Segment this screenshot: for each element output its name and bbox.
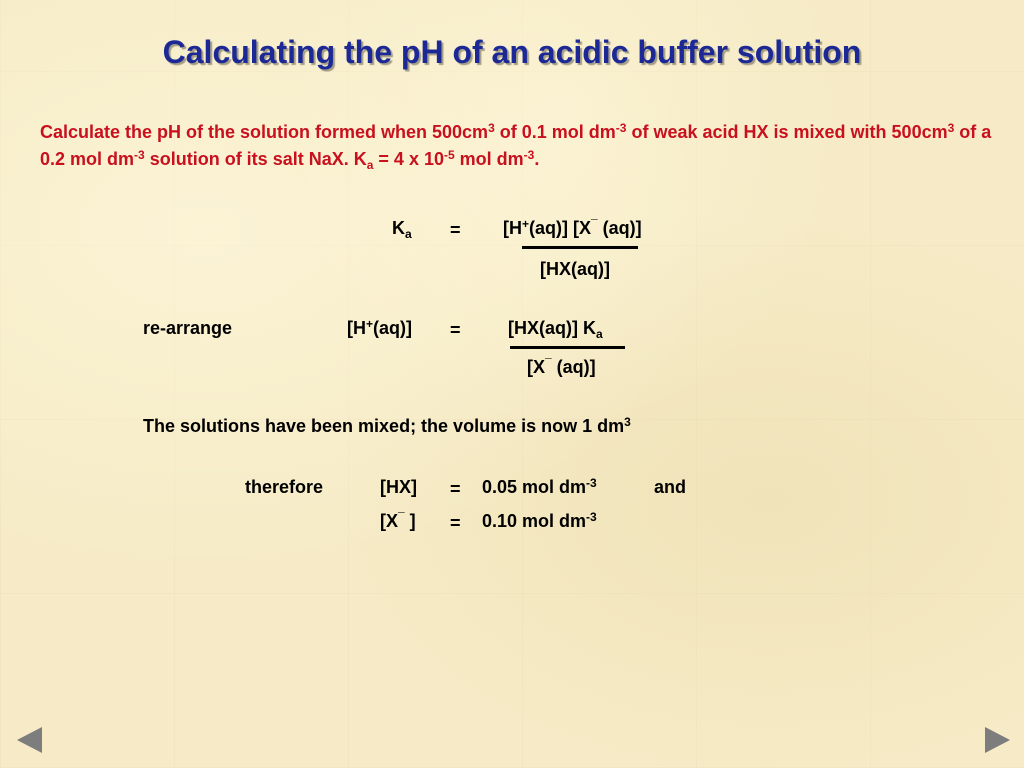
- equals-sign-2: =: [450, 320, 461, 340]
- h-plus-lhs: [H+(aq)]: [347, 317, 413, 338]
- therefore-label: therefore: [245, 477, 324, 497]
- rearrange-label: re-arrange: [143, 318, 233, 338]
- problem-statement: Calculate the pH of the solution formed when $500cm^3$ of 0.1 mol $dm^{-3}$ of weak acid HX is mixed with $500cm^3$ of a 0.2 mol $dm^{-3}$ solution of its salt NaX. $K_a = 4$ x $10^{-5}$ mol $dm^{-3}$.: [40, 121, 992, 172]
- ka-symbol: $K_a$: [392, 218, 412, 241]
- x-concentration-value: 0.10 mol $dm^{-3}$: [482, 510, 597, 531]
- equals-sign-1: =: [450, 220, 461, 240]
- fraction-bar-1: [522, 246, 638, 249]
- fraction-bar-2: [510, 346, 625, 349]
- previous-slide-button[interactable]: [17, 727, 42, 753]
- rearranged-numerator: [HX(aq)] $K_a$: [508, 318, 603, 341]
- ka-denominator: [HX(aq)]: [540, 259, 610, 279]
- hx-concentration-value: 0.05 mol $dm^{-3}$: [482, 476, 597, 497]
- slide-title: Calculating the pH of an acidic buffer solution: [162, 34, 862, 70]
- and-label: and: [654, 477, 687, 497]
- x-concentration-label: [X¯ ]: [380, 510, 416, 531]
- next-slide-button[interactable]: [985, 727, 1010, 753]
- hx-concentration-label: [HX]: [380, 477, 417, 497]
- equals-sign-3: =: [450, 479, 461, 499]
- equals-sign-4: =: [450, 513, 461, 533]
- ka-numerator: [H+(aq)] [X¯ (aq)]: [503, 217, 642, 238]
- mixing-statement: The solutions have been mixed; the volume is now 1 $dm^3$: [143, 415, 631, 436]
- rearranged-denominator: [X¯ (aq)]: [527, 356, 596, 377]
